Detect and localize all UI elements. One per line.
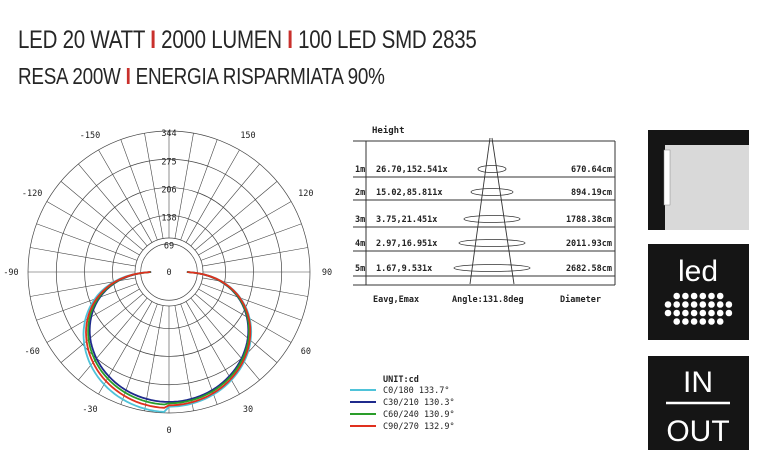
legend-entry: C30/210 130.3° xyxy=(383,398,455,408)
beam-ellipse xyxy=(478,166,506,173)
led-dot xyxy=(700,293,707,300)
led-dot xyxy=(708,310,715,317)
header-led-count: 100 LED SMD 2835 xyxy=(298,26,477,54)
angle-label: -90 xyxy=(3,268,19,278)
header-energy-saving: ENERGIA RISPARMIATA 90% xyxy=(135,63,385,89)
beam-ellipse xyxy=(464,216,520,223)
led-dot xyxy=(717,318,724,325)
led-dot xyxy=(700,301,707,308)
beam-ellipse xyxy=(454,265,530,272)
table-diameter: 1788.38cm xyxy=(565,215,612,225)
polar-chart xyxy=(3,129,332,436)
led-dot xyxy=(717,310,724,317)
angle-label: 60 xyxy=(300,347,311,357)
in-label: IN xyxy=(683,366,713,399)
table-footer-angle: Angle:131.8deg xyxy=(452,295,524,305)
led-dot xyxy=(726,301,733,308)
table-height: 3m xyxy=(355,215,366,225)
grid-spoke xyxy=(121,140,158,241)
grid-spoke xyxy=(47,202,140,256)
header-power: LED 20 WATT xyxy=(18,26,145,54)
led-dot xyxy=(665,301,672,308)
center-label: 0 xyxy=(166,268,172,278)
led-dot xyxy=(682,293,689,300)
angle-label: 0 xyxy=(166,426,172,436)
table-height: 2m xyxy=(355,188,366,198)
led-dot xyxy=(717,301,724,308)
led-dot xyxy=(700,310,707,317)
chart-legend xyxy=(350,375,455,432)
grid-spoke xyxy=(181,140,218,241)
angle-label: -60 xyxy=(24,347,40,357)
legend-entry: C60/240 130.9° xyxy=(383,410,455,420)
angle-label: -150 xyxy=(79,131,101,142)
led-dot xyxy=(700,318,707,325)
radial-tick-label: 69 xyxy=(163,241,175,252)
radial-tick-label: 206 xyxy=(161,185,177,196)
legend-entry: C0/180 133.7° xyxy=(383,386,450,396)
table-height: 5m xyxy=(355,264,366,274)
led-dot xyxy=(673,301,680,308)
led-dot xyxy=(691,318,698,325)
table-value: 3.75,21.451x xyxy=(376,215,438,225)
header-separator: I xyxy=(125,63,131,89)
led-dot xyxy=(691,293,698,300)
grid-spoke xyxy=(198,202,291,256)
led-dot xyxy=(673,293,680,300)
beam-ellipse xyxy=(459,240,525,247)
grid-spoke xyxy=(201,224,302,261)
led-dot xyxy=(682,318,689,325)
grid-spoke xyxy=(175,133,194,238)
grid-spoke xyxy=(186,150,240,243)
out-label: OUT xyxy=(666,415,730,448)
table-title: Height xyxy=(372,126,405,136)
table-height: 4m xyxy=(355,239,366,249)
radial-tick-label: 344 xyxy=(161,129,177,139)
grid-spoke xyxy=(30,248,135,267)
table-diameter: 2682.58cm xyxy=(565,264,612,274)
radial-tick-label: 275 xyxy=(161,157,177,168)
table-diameter: 2011.93cm xyxy=(565,239,612,249)
angle-label: 90 xyxy=(321,268,333,278)
grid-spoke xyxy=(145,133,164,238)
led-dot xyxy=(673,310,680,317)
angle-label: -30 xyxy=(82,404,98,415)
led-dot xyxy=(691,301,698,308)
grid-spoke xyxy=(37,224,138,261)
led-dot xyxy=(717,293,724,300)
header-separator: I xyxy=(287,26,293,54)
table-value: 26.70,152.541x xyxy=(376,165,448,175)
led-dot xyxy=(682,310,689,317)
angle-label: 30 xyxy=(242,404,254,415)
led-label: led xyxy=(677,255,719,288)
polar-labels xyxy=(3,129,332,436)
angle-label: 150 xyxy=(240,131,256,142)
led-dot xyxy=(682,301,689,308)
header-separator: I xyxy=(150,26,156,54)
grid-spoke xyxy=(99,301,153,394)
led-dot xyxy=(691,310,698,317)
grid-spoke xyxy=(202,248,307,267)
led-dot xyxy=(726,310,733,317)
height-table xyxy=(353,125,615,305)
led-dot xyxy=(708,318,715,325)
unit-label: UNIT:cd xyxy=(383,375,419,385)
angle-label: 120 xyxy=(298,189,314,199)
radial-tick-label: 138 xyxy=(161,213,177,224)
table-diameter: 894.19cm xyxy=(571,188,612,198)
surface-mount-icon xyxy=(648,130,749,230)
led-chip-icon xyxy=(648,244,749,340)
in-out-icon xyxy=(648,356,749,450)
table-footer-right: Diameter xyxy=(560,295,601,305)
grid-spoke xyxy=(99,150,153,243)
led-dot xyxy=(708,301,715,308)
grid-spoke xyxy=(175,305,194,410)
table-footer-left: Eavg,Emax xyxy=(373,295,420,305)
led-dot xyxy=(665,310,672,317)
led-dot xyxy=(673,318,680,325)
grid-spoke xyxy=(201,284,302,321)
grid-spoke xyxy=(145,305,164,410)
grid-spoke xyxy=(198,289,291,343)
beam-ellipse xyxy=(471,189,513,196)
header-equivalent: RESA 200W xyxy=(18,63,121,89)
led-dot xyxy=(708,293,715,300)
table-value: 2.97,16.951x xyxy=(376,239,438,249)
table-value: 15.02,85.811x xyxy=(376,188,443,198)
angle-label: -120 xyxy=(21,189,43,199)
grid-spoke xyxy=(47,289,140,343)
table-value: 1.67,9.531x xyxy=(376,264,433,274)
table-height: 1m xyxy=(355,165,366,175)
legend-entry: C90/270 132.9° xyxy=(383,422,455,432)
header-lumen: 2000 LUMEN xyxy=(161,26,282,54)
table-diameter: 670.64cm xyxy=(571,165,612,175)
